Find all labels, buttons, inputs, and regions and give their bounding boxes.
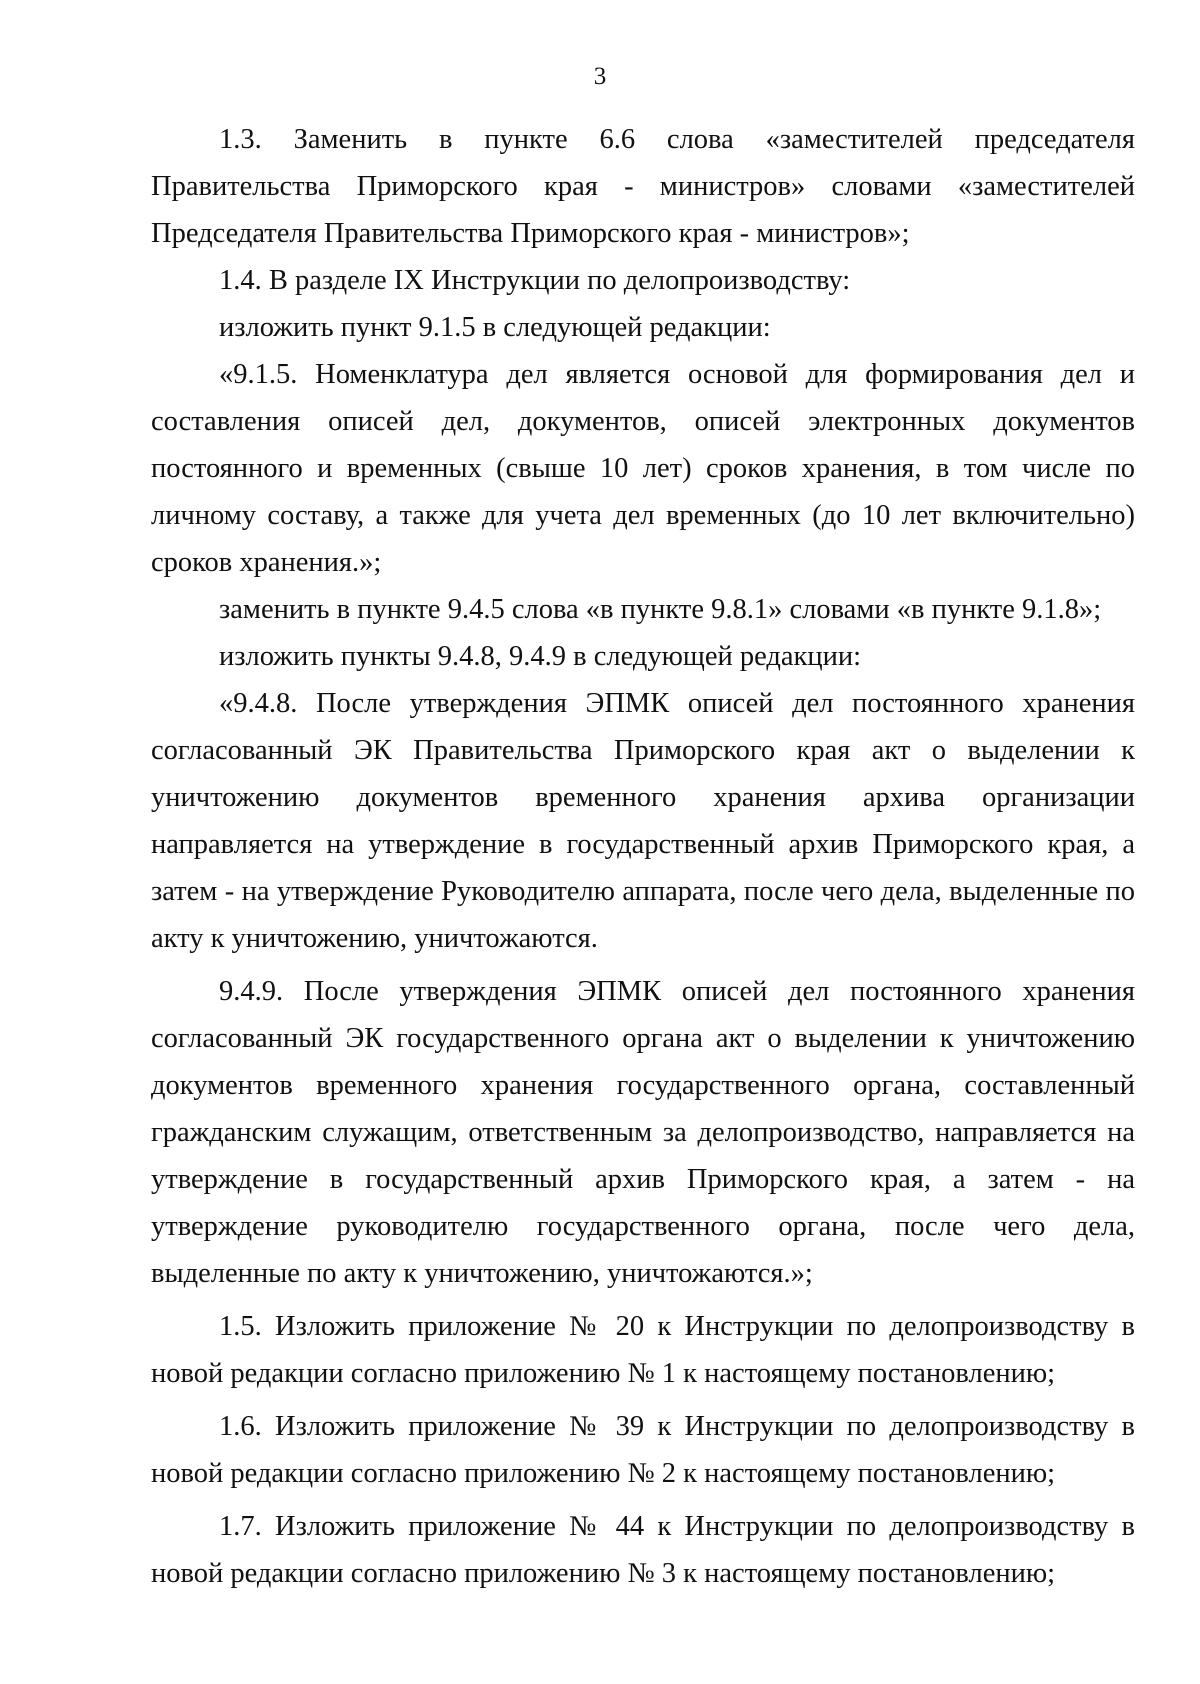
paragraph-1-4: 1.4. В разделе IX Инструкции по делопроизводству: (219, 265, 851, 296)
paragraph-1-6: 1.6. Изложить приложение № 39 к Инструкции по делопроизводству в новой редакции согласно приложению № 2 к настоящему постановлению; (151, 1411, 1135, 1489)
paragraph-9-4-9: 9.4.9. После утверждения ЭПМК описей дел постоянного хранения согласованный ЭК государственного органа акт о выделении к уничтожению документов временного хранения государственного органа, составленный гражданским служащим, ответственным за делопроизводство, направляется на утверждение в государственный архив Приморского края, а затем - на утверждение руководителю государственного органа, после чего дела, выделенные по акту к уничтожению, уничтожаются.»; (151, 976, 1135, 1289)
paragraph-9-4-8: «9.4.8. После утверждения ЭПМК описей дел постоянного хранения согласованный ЭК Правительства Приморского края акт о выделении к уничтожению документов временного хранения архива организации направляется на утверждение в государственный архив Приморского края, а затем - на утверждение Руководителю аппарата, после чего дела, выделенные по акту к уничтожению, уничтожаются. (151, 688, 1135, 954)
paragraph-1-7: 1.7. Изложить приложение № 44 к Инструкции по делопроизводству в новой редакции согласно приложению № 3 к настоящему постановлению; (151, 1511, 1135, 1589)
document-body (151, 116, 1135, 1597)
paragraph-1-3: 1.3. Заменить в пункте 6.6 слова «заместителей председателя Правительства Приморского края - министров» словами «заместителей Председателя Правительства Приморского края - министров»; (151, 124, 1135, 249)
paragraph-9-1-5: «9.1.5. Номенклатура дел является основой для формирования дел и составления описей дел, документов, описей электронных документов постоянного и временных (свыше 10 лет) сроков хранения, в том числе по личному составу, а также для учета дел временных (до 10 лет включительно) сроков хранения.»; (151, 359, 1135, 578)
paragraph-1-5: 1.5. Изложить приложение № 20 к Инструкции по делопроизводству в новой редакции согласно приложению № 1 к настоящему постановлению; (151, 1311, 1135, 1389)
paragraph-replace-9-4-5: заменить в пункте 9.4.5 слова «в пункте 9.8.1» словами «в пункте 9.1.8»; (219, 594, 1102, 625)
page-number: 3 (593, 63, 607, 90)
paragraph-set-9-1-5: изложить пункт 9.1.5 в следующей редакции: (219, 312, 771, 343)
paragraph-set-9-4-8-9: изложить пункты 9.4.8, 9.4.9 в следующей редакции: (219, 641, 862, 672)
